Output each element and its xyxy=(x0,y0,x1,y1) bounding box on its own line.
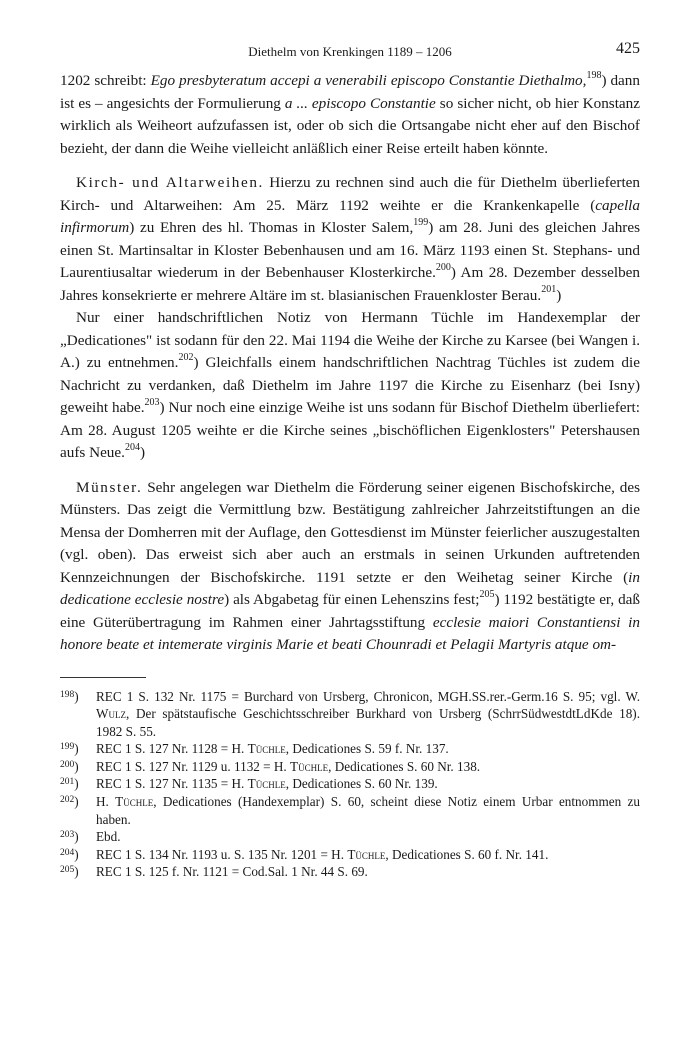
footnote-ref[interactable]: 202 xyxy=(178,351,194,363)
footnote-ref[interactable]: 203 xyxy=(144,396,160,408)
footnote: $^{199}$) REC 1 S. 127 Nr. 1128 = H. Tüchle, Dedicationes S. 59 f. Nr. 137. xyxy=(60,741,449,757)
paragraph-3: Nur einer handschriftlichen Notiz von Hermann Tüchle im Handexemplar der „Dedicationes" ist sodann für den 22. Mai 1194 die Weihe der Kirche zu Karsee (bei Wangen i. A.) zu entnehmen.$^{202}$) Gleichfalls einem handschriftlichen Nachtrag Tüchles ist zudem die Nachricht zu verdanken, daß Diethelm im Jahre 1197 die Kirche zu Eisenharz (bei Isny) geweiht habe.$^{203}$) Nur noch eine einzige Weihe ist uns sodann für Bischof Diethelm überliefert: Am 28. August 1205 weihte er die Kirche seines „bischöflichen Eigenklosters" Petershausen aufs Neue.$^{204}$) xyxy=(60,309,640,461)
page xyxy=(60,40,640,881)
footnote: $^{205}$) REC 1 S. 125 f. Nr. 1121 = Cod.Sal. 1 Nr. 44 S. 69. xyxy=(60,864,368,880)
footnote: $^{204}$) REC 1 S. 134 Nr. 1193 u. S. 135 Nr. 1201 = H. Tüchle, Dedicationes S. 60 f. Nr. 141. xyxy=(60,846,549,862)
footnote: $^{202}$) H. Tüchle, Dedicationes (Handexemplar) S. 60, scheint diese Notiz einem Urbar entnommen zu haben. xyxy=(60,794,640,827)
footnote: $^{203}$) Ebd. xyxy=(60,829,121,845)
section-heading: Kirch- und Altarweihen. xyxy=(76,174,264,191)
footnote-ref[interactable]: 200 xyxy=(435,261,451,273)
footnote-ref[interactable]: 201 xyxy=(541,284,557,296)
footnote-ref[interactable]: 204 xyxy=(124,441,140,453)
footnote-divider xyxy=(60,677,146,678)
footnote-ref[interactable]: 205 xyxy=(479,588,495,600)
footnotes xyxy=(60,688,640,882)
footnote: $^{201}$) REC 1 S. 127 Nr. 1135 = H. Tüchle, Dedicationes S. 60 Nr. 139. xyxy=(60,776,438,792)
footnote: $^{198}$) REC 1 S. 132 Nr. 1175 = Burchard von Ursberg, Chronicon, MGH.SS.rer.-Germ.16 S. 95; vgl. W. Wulz, Der spätstaufische Geschichtsschreiber Burkhard von Ursberg (SchrrSüdwestdtLdKde 18). 1982 S. 55. xyxy=(60,688,640,739)
footnote-ref[interactable]: 198 xyxy=(586,69,602,81)
paragraph-2: Kirch- und Altarweihen. Hierzu zu rechnen sind auch die für Diethelm überlieferten Kirch- und Altarweihen: Am 25. März 1192 weihte er die Krankenkapelle (capella infirmorum) zu Ehren des hl. Thomas in Kloster Salem,$^{199}$) am 28. Juni des gleichen Jahres einen St. Martinsaltar in Kloster Bebenhausen und am 16. März 1193 einen St. Stephans- und Laurentiusaltar wiederum in der Bebenhauser Klosterkirche.$^{200}$) Am 28. Dezember desselben Jahres konsekrierte er mehrere Altäre im st. blasianischen Frauenkloster Berau.$^{201}$) xyxy=(60,174,640,304)
body-text xyxy=(60,70,640,657)
section-heading: Münster. xyxy=(76,478,143,496)
footnote: $^{200}$) REC 1 S. 127 Nr. 1129 u. 1132 = H. Tüchle, Dedicationes S. 60 Nr. 138. xyxy=(60,758,481,774)
running-head xyxy=(60,40,640,64)
footnote-ref[interactable]: 199 xyxy=(413,216,429,228)
paragraph-4: Münster. Sehr angelegen war Diethelm die Förderung seiner eigenen Bischofskirche, des Münsters. Das zeigt die Vermittlung bzw. Bestätigung zahlreicher Jahrzeitstiftungen an die Mensa der Domherren mit der Auflage, den Gottesdienst im Münster feierlicher auszugestalten (vgl. oben). Das erweist sich aber auch an erstmals in seinen Urkunden auftretenden Kennzeichnungen der Bischofskirche. 1191 setzte er den Weihetag seiner Kirche (in dedicatione ecclesie nostre) als Abgabetag für einen Lehenszins fest;$^{205}$) 1192 bestätigte er, daß eine Güterübertragung im Rahmen einer Jahrtagsstiftung ecclesie maiori Constantiensi in honore beate et intemerate virginis Marie et beati Chounradi et Pelagii Martyris atque om- xyxy=(60,478,641,653)
page-number: 425 xyxy=(616,40,640,57)
running-title: Diethelm von Krenkingen 1189 – 1206 xyxy=(248,44,452,59)
paragraph-1: 1202 schreibt: Ego presbyteratum accepi a venerabili episcopo Constantie Diethalmo,$^{198}$) dann ist es – angesichts der Formulierung a ... episcopo Constantie so sicher nicht, ob hier Konstanz wirklich als Weiheort aufzufassen ist, oder ob sich die Ortsangabe nicht eher auf den Bischof bezieht, der dann die Weihe vielleicht anläßlich einer Reise erteilt haben könnte. xyxy=(60,69,640,157)
